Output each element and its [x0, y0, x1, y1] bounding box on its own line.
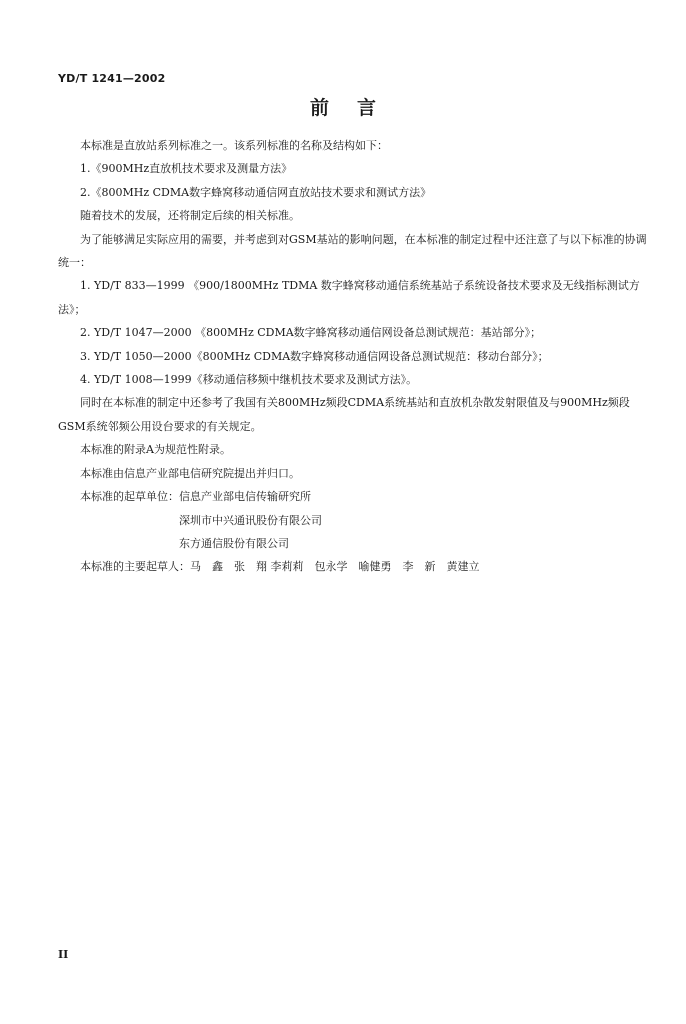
series-item-1: 1.《900MHz直放机技术要求及测量方法》 [80, 162, 293, 176]
page-title: 前言 [309, 97, 404, 119]
drafting-unit: 信息产业部电信传输研究所 [179, 490, 311, 504]
reference-item-3: 3. YD/T 1050—2000《800MHz CDMA数字蜂窝移动通信网设备总测试规范：移动台部分》； [80, 349, 549, 363]
drafting-units-list [179, 485, 322, 555]
drafting-unit: 深圳市中兴通讯股份有限公司 [179, 513, 322, 527]
series-item-2: 2.《800MHz CDMA数字蜂窝移动通信网直放站技术要求和测试方法》 [80, 185, 432, 199]
intro-paragraph: 本标准是直放站系列标准之一。该系列标准的名称及结构如下： [80, 139, 388, 152]
reference-item-4: 4. YD/T 1008—1999《移动通信移频中继机技术要求及测试方法》。 [80, 373, 418, 387]
reference-item-2: 2. YD/T 1047—2000 《800MHz CDMA数字蜂窝移动通信网设备总测试规范：基站部分》； [80, 326, 542, 340]
appendix-paragraph: 本标准的附录A为规范性附录。 [80, 443, 231, 457]
reference-item-1: 1. YD/T 833—1999 《900/1800MHz TDMA 数字蜂窝移动通信系统基站子系统设备技术要求及无线指标测试方法》； [58, 279, 640, 316]
future-standards-paragraph: 随着技术的发展，还将制定后续的相关标准。 [80, 209, 300, 223]
drafting-units [58, 485, 648, 555]
drafters-paragraph: 本标准的主要起草人：马 鑫 张 翔 李莉莉 包永学 喻健勇 李 新 黄建立 [80, 560, 480, 574]
coordination-paragraph: 为了能够满足实际应用的需要，并考虑到对GSM基站的影响问题，在本标准的制定过程中还注意了与以下标准的协调统一： [58, 232, 647, 270]
drafting-units-label: 本标准的起草单位： [80, 490, 179, 504]
standard-code: YD/T 1241—2002 [58, 72, 166, 85]
reference-note-paragraph: 同时在本标准的制定中还参考了我国有关800MHz频段CDMA系统基站和直放机杂散发射限值及与900MHz频段GSM系统邻频公用设台要求的有关规定。 [58, 396, 630, 433]
page-number: II [58, 948, 69, 961]
proposer-paragraph: 本标准由信息产业部电信研究院提出并归口。 [80, 466, 300, 480]
drafting-unit: 东方通信股份有限公司 [179, 536, 289, 550]
foreword-body [58, 134, 648, 579]
